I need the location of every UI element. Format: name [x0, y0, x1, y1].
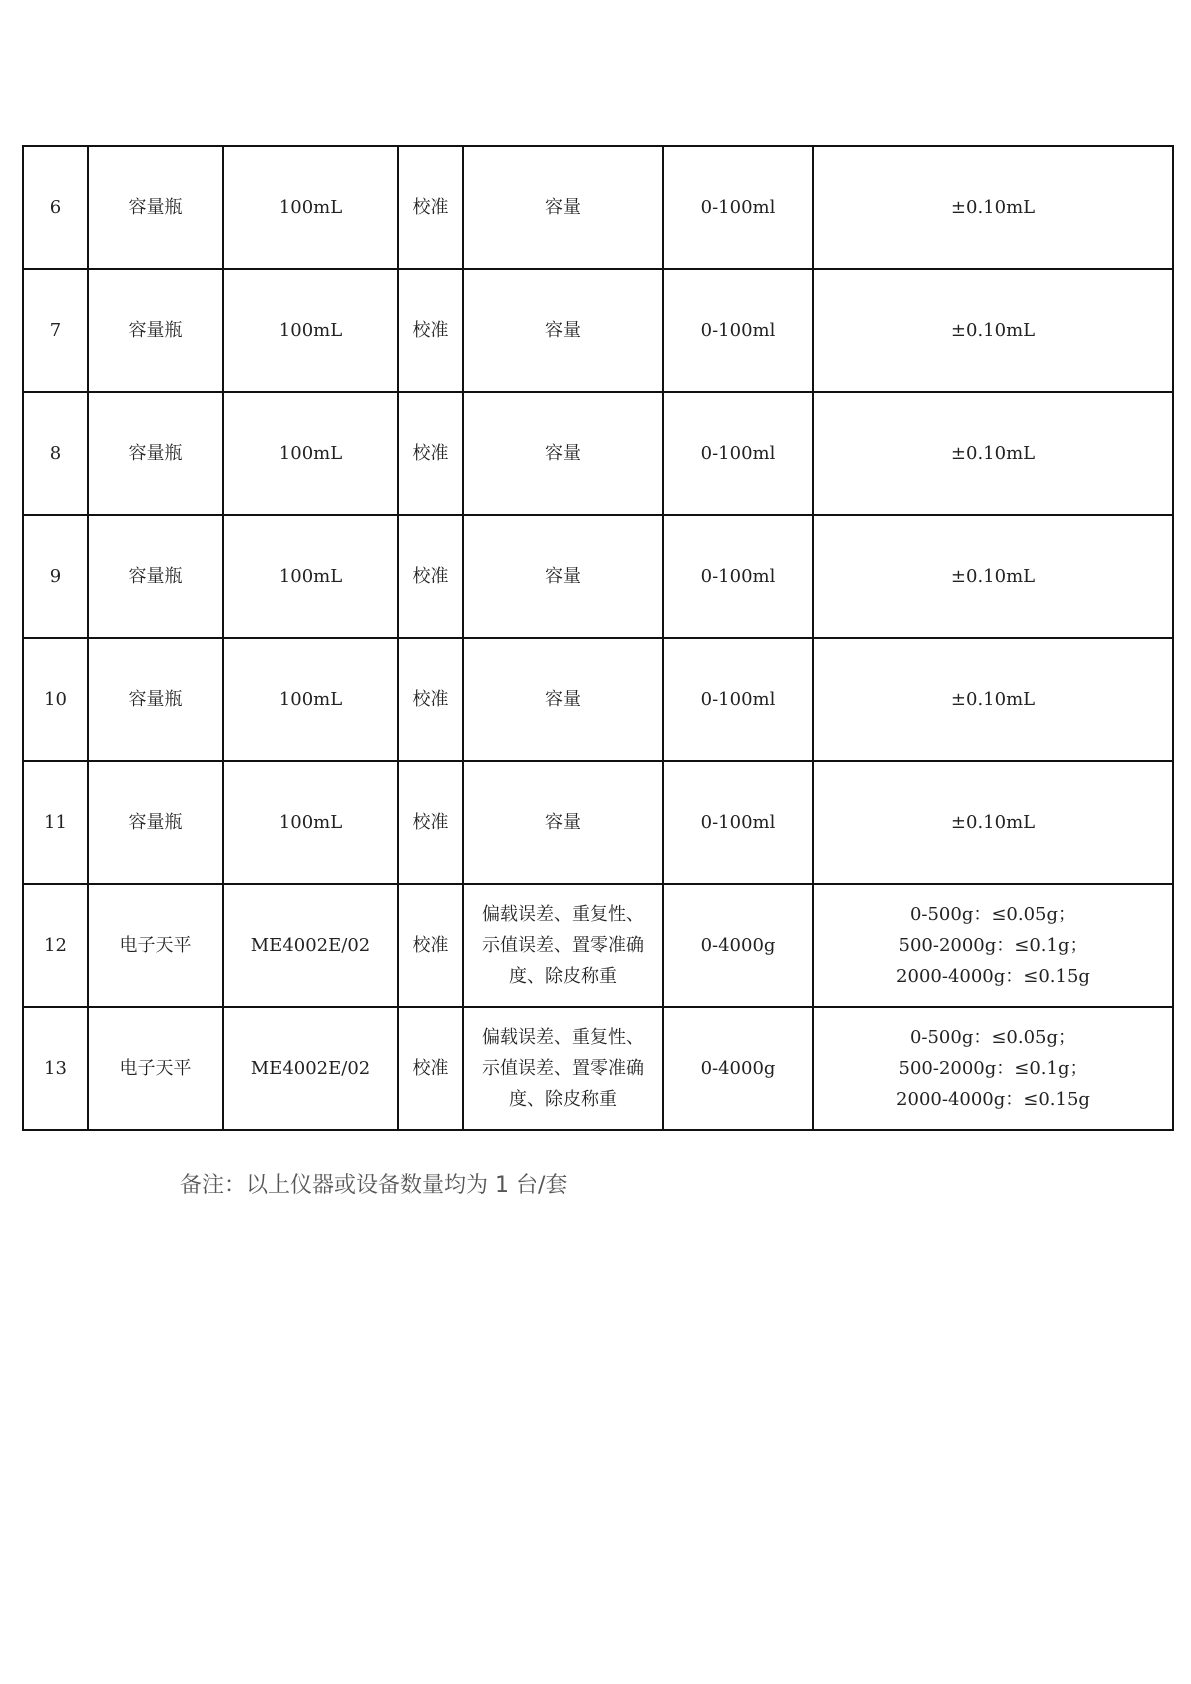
cell-range: 0-4000g [663, 884, 813, 1007]
cell-no: 8 [23, 392, 88, 515]
table-row [23, 269, 1173, 392]
cell-param: 容量 [463, 761, 663, 884]
cell-accuracy: 0-500g：≤0.05g； 500-2000g：≤0.1g； 2000-4000g：≤0.15g [813, 1007, 1173, 1130]
cell-no: 10 [23, 638, 88, 761]
cell-name: 容量瓶 [88, 392, 223, 515]
cell-range: 0-4000g [663, 1007, 813, 1130]
table-row [23, 638, 1173, 761]
cell-type: 校准 [398, 1007, 463, 1130]
cell-param: 容量 [463, 269, 663, 392]
instrument-table [22, 145, 1174, 1131]
cell-name: 电子天平 [88, 884, 223, 1007]
cell-param: 容量 [463, 146, 663, 269]
cell-range: 0-100ml [663, 146, 813, 269]
cell-name: 容量瓶 [88, 515, 223, 638]
cell-name: 容量瓶 [88, 146, 223, 269]
cell-model: ME4002E/02 [223, 884, 398, 1007]
table-row [23, 392, 1173, 515]
footnote: 备注：以上仪器或设备数量均为 1 台/套 [180, 1173, 568, 1198]
cell-model: ME4002E/02 [223, 1007, 398, 1130]
cell-no: 9 [23, 515, 88, 638]
cell-param: 偏载误差、重复性、 示值误差、置零准确 度、除皮称重 [463, 1007, 663, 1130]
table-row [23, 146, 1173, 269]
cell-param: 容量 [463, 515, 663, 638]
cell-type: 校准 [398, 392, 463, 515]
cell-model: 100mL [223, 392, 398, 515]
instrument-table-body [23, 146, 1173, 1130]
cell-name: 电子天平 [88, 1007, 223, 1130]
cell-name: 容量瓶 [88, 269, 223, 392]
cell-no: 6 [23, 146, 88, 269]
cell-param: 容量 [463, 638, 663, 761]
cell-no: 13 [23, 1007, 88, 1130]
cell-param: 偏载误差、重复性、 示值误差、置零准确 度、除皮称重 [463, 884, 663, 1007]
cell-accuracy: ±0.10mL [813, 515, 1173, 638]
cell-no: 11 [23, 761, 88, 884]
cell-accuracy: ±0.10mL [813, 269, 1173, 392]
cell-range: 0-100ml [663, 269, 813, 392]
cell-range: 0-100ml [663, 392, 813, 515]
cell-model: 100mL [223, 761, 398, 884]
cell-type: 校准 [398, 884, 463, 1007]
cell-name: 容量瓶 [88, 761, 223, 884]
cell-model: 100mL [223, 515, 398, 638]
table-row [23, 515, 1173, 638]
cell-accuracy: ±0.10mL [813, 638, 1173, 761]
cell-range: 0-100ml [663, 761, 813, 884]
cell-type: 校准 [398, 269, 463, 392]
cell-model: 100mL [223, 146, 398, 269]
table-row [23, 761, 1173, 884]
table-row [23, 884, 1173, 1007]
cell-name: 容量瓶 [88, 638, 223, 761]
cell-model: 100mL [223, 638, 398, 761]
cell-no: 12 [23, 884, 88, 1007]
cell-accuracy: 0-500g：≤0.05g； 500-2000g：≤0.1g； 2000-4000g：≤0.15g [813, 884, 1173, 1007]
cell-accuracy: ±0.10mL [813, 146, 1173, 269]
cell-type: 校准 [398, 515, 463, 638]
cell-no: 7 [23, 269, 88, 392]
cell-range: 0-100ml [663, 515, 813, 638]
cell-type: 校准 [398, 146, 463, 269]
cell-type: 校准 [398, 638, 463, 761]
cell-accuracy: ±0.10mL [813, 392, 1173, 515]
cell-type: 校准 [398, 761, 463, 884]
table-row [23, 1007, 1173, 1130]
cell-model: 100mL [223, 269, 398, 392]
cell-range: 0-100ml [663, 638, 813, 761]
cell-accuracy: ±0.10mL [813, 761, 1173, 884]
cell-param: 容量 [463, 392, 663, 515]
